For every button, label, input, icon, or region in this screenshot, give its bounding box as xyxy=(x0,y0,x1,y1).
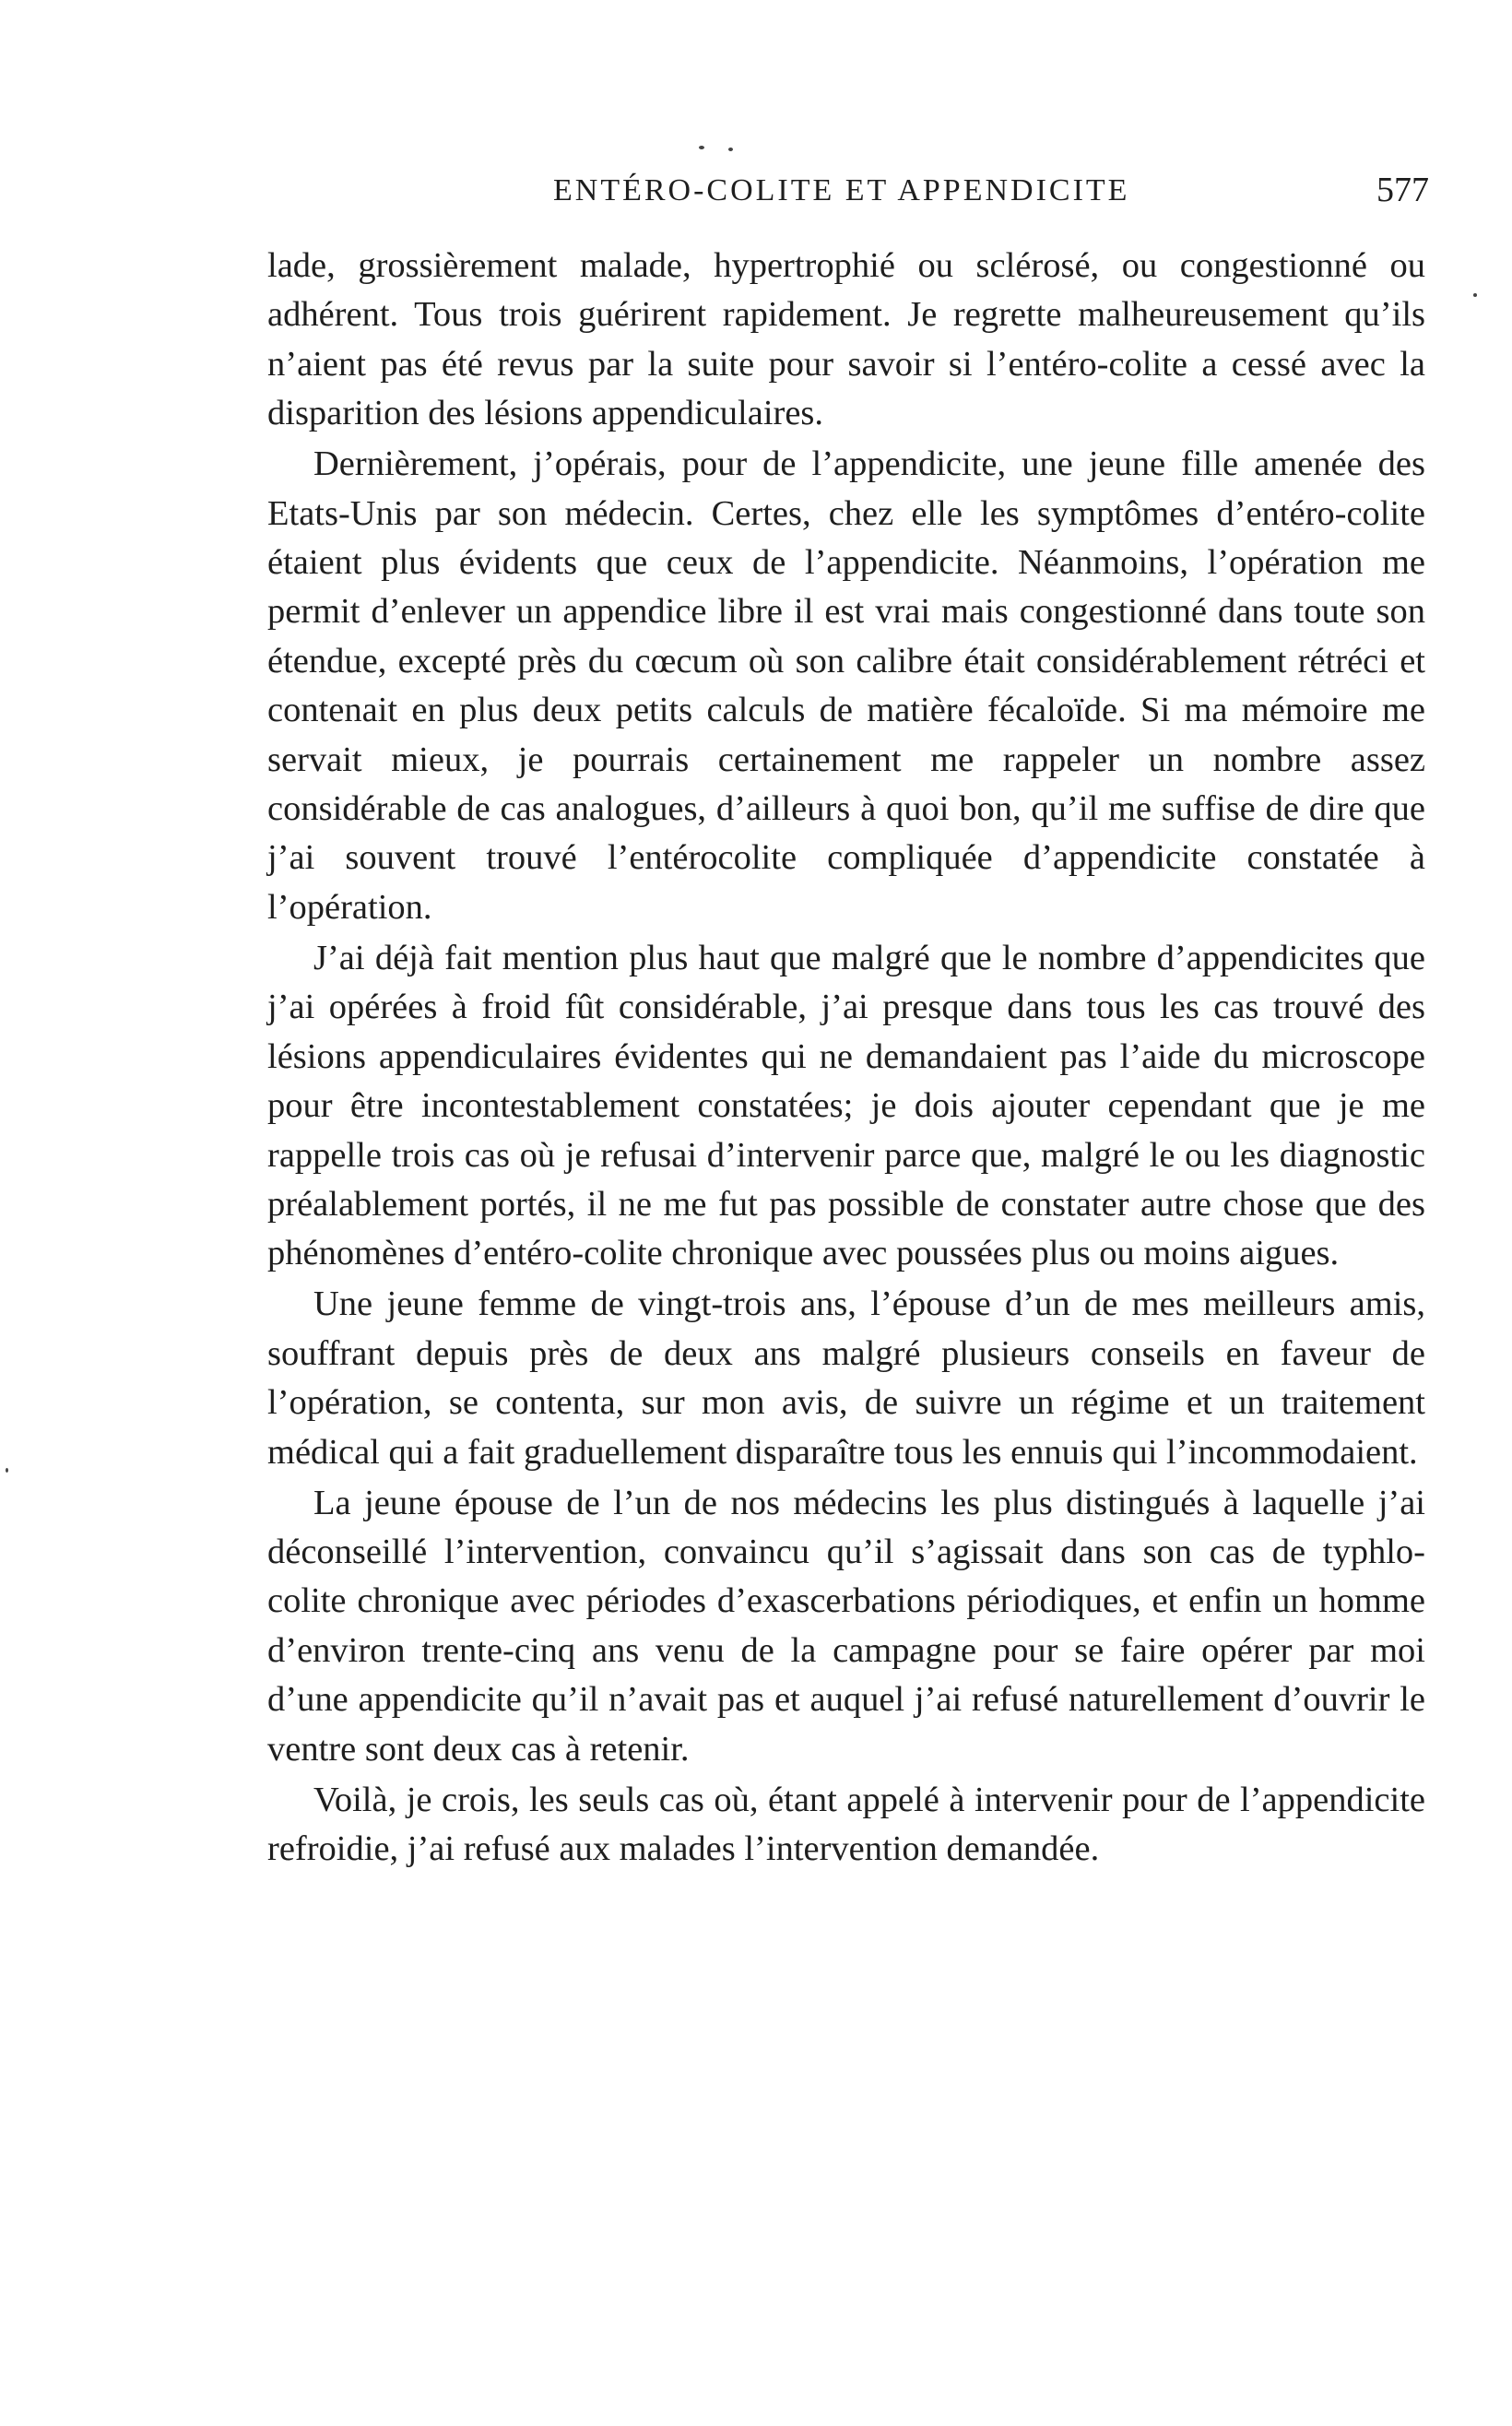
ink-speck xyxy=(728,148,733,151)
page-number: 577 xyxy=(1376,171,1429,209)
paragraph: Voilà, je crois, les seuls cas où, étant appelé à intervenir pour de l’appendicite refroidie, j’ai refusé aux malades l’intervention demandée. xyxy=(267,1780,1425,1868)
paragraph: Une jeune femme de vingt-trois ans, l’épouse d’un de mes meilleurs amis, souffrant depuis près de deux ans malgré plusieurs conseils en faveur de l’opération, se contenta, sur mon avis, de suivre un régime et un traitement médical qui a fait graduellement disparaître tous les ennuis qui l’incommodaient. xyxy=(267,1284,1425,1472)
running-head xyxy=(267,164,1429,219)
paragraph: J’ai déjà fait mention plus haut que malgré que le nombre d’appendicites que j’ai opérées à froid fût considérable, j’ai presque dans tous les cas trouvé des lésions appendiculaires évidentes qui ne demandaient pas l’aide du microscope pour être incontestablement constatées; je dois ajouter cependant que je me rappelle trois cas où je refusai d’intervenir parce que, malgré le ou les diagnostic préalablement portés, il ne me fut pas possible de constater autre chose que des phénomènes d’entéro-colite chronique avec poussées plus ou moins aigues. xyxy=(267,938,1425,1273)
paragraph: Dernièrement, j’opérais, pour de l’appendicite, une jeune fille amenée des Etats-Unis par son médecin. Certes, chez elle les symptômes d’entéro-colite étaient plus évidents que ceux de l’appendicite. Néanmoins, l’opération me permit d’enlever un appendice libre il est vrai mais congestionné dans toute son étendue, excepté près du cœcum où son calibre était considérablement rétréci et contenait en plus deux petits calculs de matière fécaloïde. Si ma mémoire me servait mieux, je pourrais certainement me rappeler un nombre assez considérable de cas analogues, d’ailleurs à quoi bon, qu’il me suffise de dire que j’ai souvent trouvé l’entérocolite compliquée d’appendicite constatée à l’opération. xyxy=(267,444,1425,927)
running-title: ENTÉRO-COLITE ET APPENDICITE xyxy=(553,173,1130,207)
paragraph: La jeune épouse de l’un de nos médecins les plus distingués à laquelle j’ai déconseillé l’intervention, convaincu qu’il s’agissait dans son cas de typhlo-colite chronique avec périodes d’exascerbations périodiques, et enfin un homme d’environ trente-cinq ans venu de la campagne pour se faire opérer par moi d’une appendicite qu’il n’avait pas et auquel j’ai refusé naturellement d’ouvrir le ventre sont deux cas à retenir. xyxy=(267,1483,1425,1769)
ink-speck xyxy=(1473,293,1477,297)
ink-speck xyxy=(699,146,704,149)
ink-speck xyxy=(6,1468,8,1473)
body-text xyxy=(267,242,1425,1876)
paragraph-continuation: lade, grossièrement malade, hypertrophié ou sclérosé, ou congestionné ou adhérent. Tous trois guérirent rapidement. Je regrette malheureusement qu’ils n’aient pas été revus par la suite pour savoir si l’entéro-colite a cessé avec la disparition des lésions appendiculaires. xyxy=(267,246,1425,433)
